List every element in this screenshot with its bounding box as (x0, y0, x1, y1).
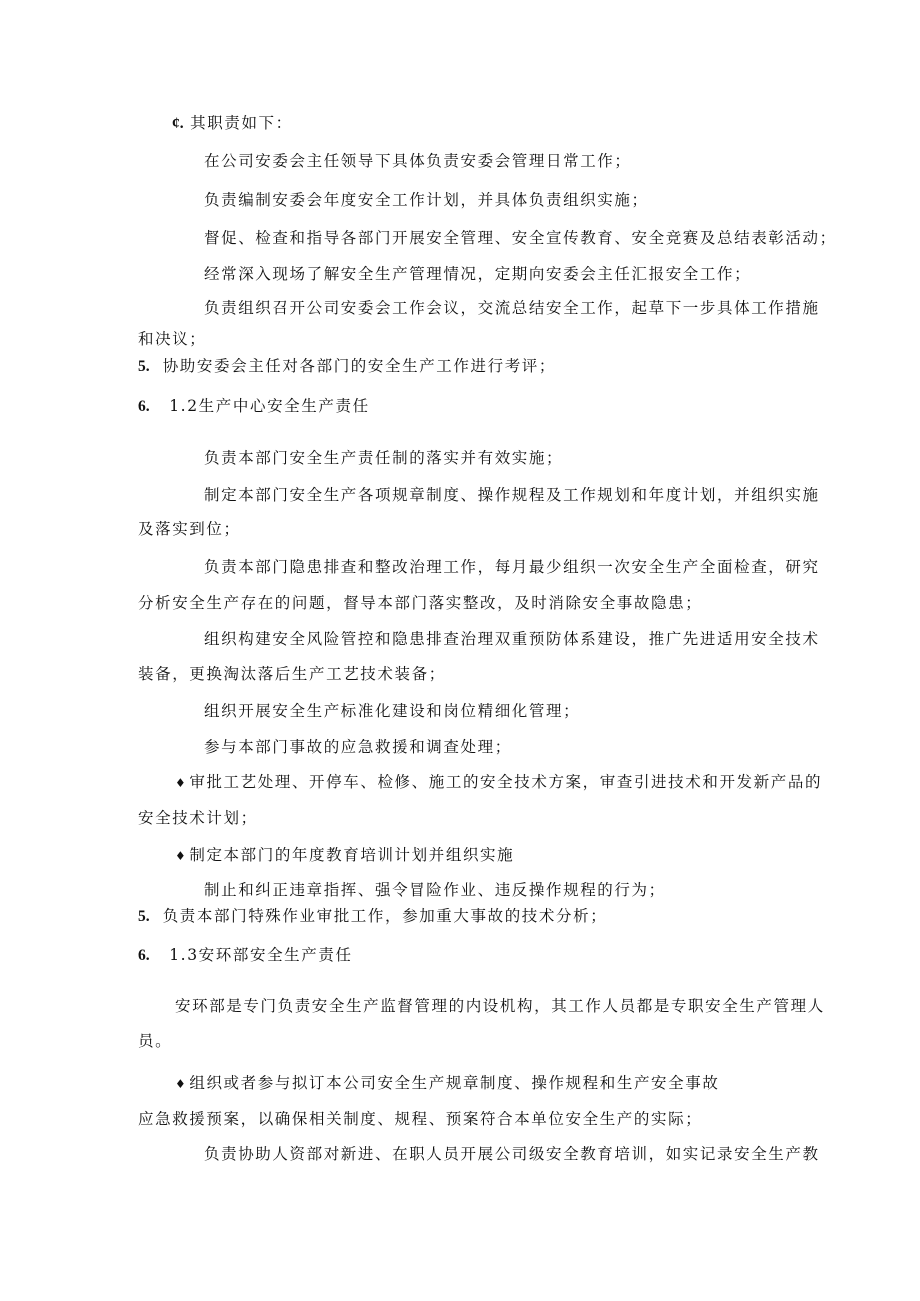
heading-text: 1.3安环部安全生产责任 (169, 946, 353, 964)
list-marker: 6. (138, 398, 150, 415)
paragraph-line: 负责协助人资部对新进、在职人员开展公司级安全教育培训，如实记录安全生产教 (204, 1145, 820, 1163)
numbered-item (138, 906, 607, 927)
bullet-item (175, 845, 514, 866)
diamond-bullet-icon: ♦ (175, 849, 188, 863)
paragraph-line: 组织或者参与拟订本公司安全生产规章制度、操作规程和生产安全事故 (189, 1074, 720, 1092)
paragraph-line: 负责组织召开公司安委会工作会议，交流总结安全工作，起草下一步具体工作措施 (204, 299, 820, 317)
paragraph-line: 协助安委会主任对各部门的安全生产工作进行考评； (162, 357, 556, 375)
paragraph-line: 制止和纠正违章指挥、强令冒险作业、违反操作规程的行为； (204, 881, 666, 899)
paragraph-line: 员。 (138, 1032, 173, 1050)
bullet-item (175, 772, 822, 793)
list-marker: 5. (138, 358, 150, 375)
paragraph-line: 装备，更换淘汰落后生产工艺技术装备； (138, 665, 446, 683)
paragraph-line: 负责编制安委会年度安全工作计划，并具体负责组织实施； (204, 191, 649, 209)
list-marker: ¢. (172, 115, 184, 132)
paragraph-line: 组织构建安全风险管控和隐患排查治理双重预防体系建设，推广先进适用安全技术 (204, 630, 820, 648)
paragraph-line: 督促、检查和指导各部门开展安全管理、安全宣传教育、安全竞赛及总结表彰活动； (204, 229, 837, 247)
paragraph-line: 负责本部门隐患排查和整改治理工作，每月最少组织一次安全生产全面检查，研究 (204, 558, 820, 576)
list-marker: 5. (138, 908, 150, 925)
paragraph-line: 及落实到位； (138, 520, 241, 538)
paragraph-line: 应急救援预案，以确保相关制度、规程、预案符合本单位安全生产的实际； (138, 1110, 703, 1128)
paragraph-line: 负责本部门特殊作业审批工作，参加重大事故的技术分析； (162, 907, 608, 925)
numbered-item (138, 356, 556, 377)
heading-text: 1.2生产中心安全生产责任 (169, 397, 370, 415)
section-heading (138, 945, 353, 966)
paragraph-line: 参与本部门事故的应急救援和调查处理； (204, 738, 512, 756)
paragraph-line: 经常深入现场了解安全生产管理情况，定期向安委会主任汇报安全工作； (204, 265, 752, 283)
paragraph-line: 制定本部门安全生产各项规章制度、操作规程及工作规划和年度计划，并组织实施 (204, 486, 820, 504)
paragraph-line: 审批工艺处理、开停车、检修、施工的安全技术方案，审查引进技术和开发新产品的 (189, 773, 823, 791)
section-heading (138, 396, 370, 417)
paragraph-line: 组织开展安全生产标准化建设和岗位精细化管理； (204, 702, 581, 720)
diamond-bullet-icon: ♦ (175, 1077, 188, 1091)
paragraph-line: 安环部是专门负责安全生产监督管理的内设机构，其工作人员都是专职安全生产管理人 (175, 997, 825, 1015)
list-marker: 6. (138, 947, 150, 964)
paragraph-line: 在公司安委会主任领导下具体负责安委会管理日常工作； (204, 152, 632, 170)
paragraph-line: 负责本部门安全生产责任制的落实并有效实施； (204, 449, 564, 467)
paragraph-line: 其职责如下： (190, 114, 293, 132)
section-intro (172, 113, 293, 134)
paragraph-line: 制定本部门的年度教育培训计划并组织实施 (189, 846, 515, 864)
paragraph-line: 和决议； (138, 330, 207, 348)
paragraph-line: 安全技术计划； (138, 809, 258, 827)
paragraph-line: 分析安全生产存在的问题，督导本部门落实整改，及时消除安全事故隐患； (138, 594, 703, 612)
bullet-item (175, 1073, 719, 1094)
diamond-bullet-icon: ♦ (175, 776, 188, 790)
